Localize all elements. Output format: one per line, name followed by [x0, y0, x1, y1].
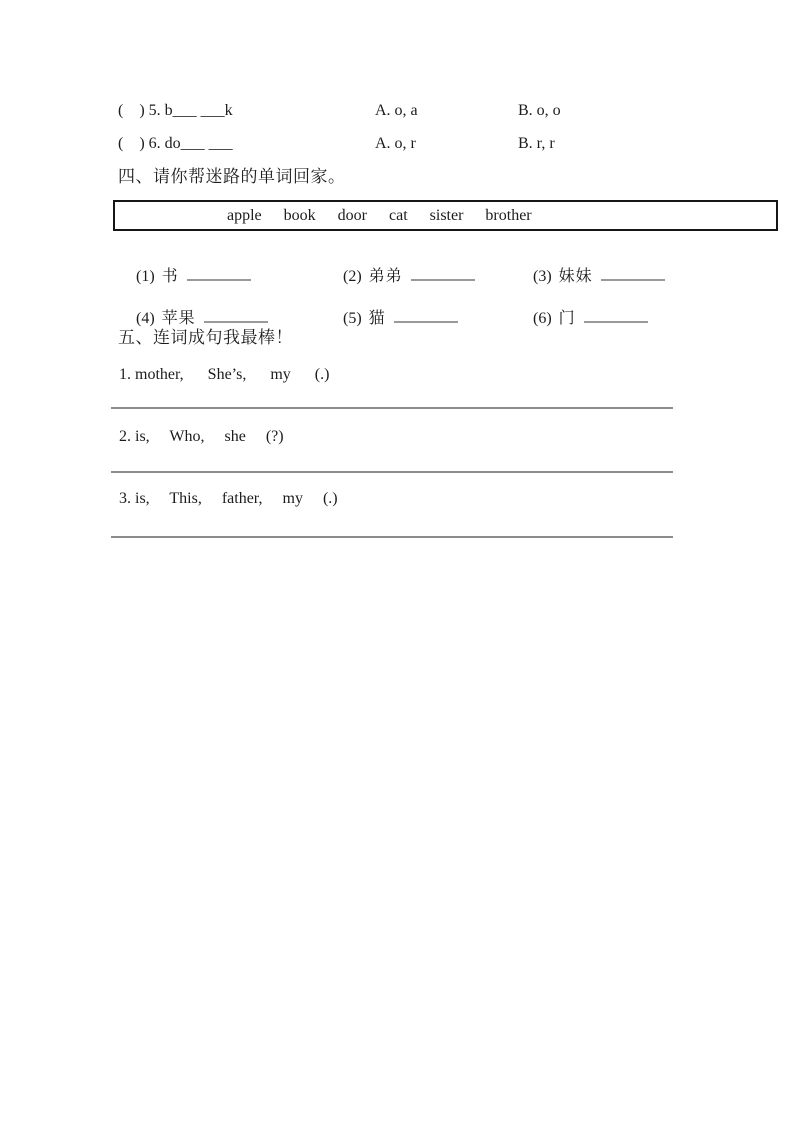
fill-item-word: 猫	[368, 310, 386, 327]
answer-line-1	[111, 407, 673, 409]
fill-item-blank	[411, 266, 475, 281]
fill-item-number: (4)	[136, 310, 155, 327]
fill-item-blank	[204, 308, 268, 323]
answer-line-2	[111, 471, 673, 473]
fill-item-number: (3)	[533, 268, 552, 285]
mc-question-6: ( ) 6. do___ ___	[118, 135, 233, 152]
section-five-heading: 五、连词成句我最棒！	[118, 328, 293, 347]
word-bank-word: apple	[227, 206, 262, 224]
section-four-heading: 四、请你帮迷路的单词回家。	[118, 167, 346, 186]
fill-item-word: 书	[161, 268, 179, 285]
word-bank-word: door	[337, 206, 367, 224]
unscramble-sentence-2: 2. is, Who, she (?)	[119, 428, 284, 445]
word-bank-word: sister	[429, 206, 464, 224]
word-bank-word: brother	[485, 206, 532, 224]
fill-item-number: (6)	[533, 310, 552, 327]
word-bank-word: book	[283, 206, 316, 224]
fill-item-blank	[584, 308, 648, 323]
answer-line-3	[111, 536, 673, 538]
fill-item-blank	[601, 266, 665, 281]
mc-option-6a: A. o, r	[375, 135, 416, 152]
mc-option-6b: B. r, r	[518, 135, 555, 152]
fill-item-number: (1)	[136, 268, 155, 285]
fill-item-word: 弟弟	[368, 268, 403, 285]
fill-item-number: (5)	[343, 310, 362, 327]
mc-option-5a: A. o, a	[375, 102, 418, 119]
mc-question-5: ( ) 5. b___ ___k	[118, 102, 233, 119]
word-bank-word: cat	[388, 206, 408, 224]
fill-item-word: 妹妹	[558, 268, 593, 285]
fill-item-word: 苹果	[161, 310, 196, 327]
mc-option-5b: B. o, o	[518, 102, 561, 119]
fill-item-blank	[187, 266, 251, 281]
word-bank-box	[113, 200, 778, 231]
fill-item-number: (2)	[343, 268, 362, 285]
unscramble-sentence-3: 3. is, This, father, my (.)	[119, 490, 338, 507]
fill-item-blank	[394, 308, 458, 323]
fill-item-5	[327, 286, 458, 352]
fill-item-6	[517, 286, 648, 352]
unscramble-sentence-1: 1. mother, She’s, my (.)	[119, 366, 330, 383]
fill-item-word: 门	[558, 310, 576, 327]
